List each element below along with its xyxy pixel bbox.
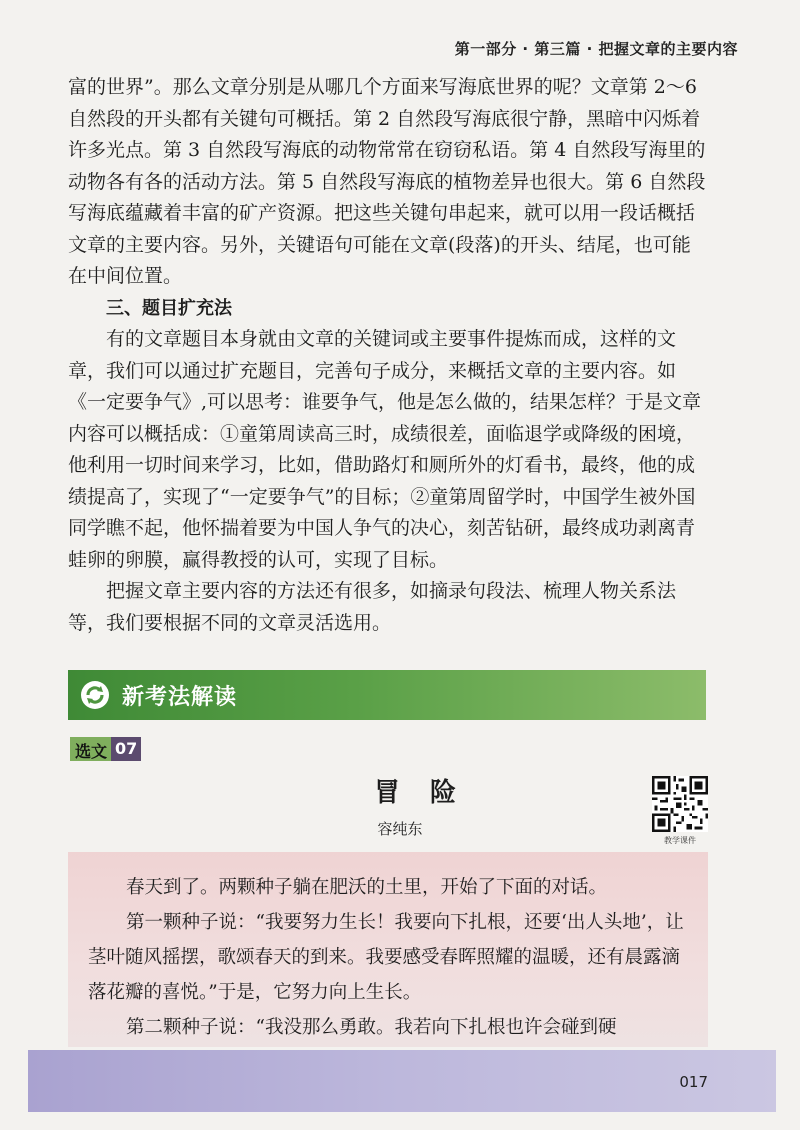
article-title: 冒险	[373, 778, 486, 808]
page-number: 017	[679, 1073, 708, 1091]
qr-code-icon[interactable]	[652, 776, 708, 832]
excerpt-paragraph: 第一颗种子说：“我要努力生长！我要向下扎根，还要‘出人头地’，让茎叶随风摇摆，歌颂春天的到来。我要感受春晖照耀的温暖，还有晨露滴落花瓣的喜悦。”于是，它努力向上生长。	[88, 912, 684, 1003]
excerpt-paragraph: 第二颗种子说：“我没那么勇敢。我若向下扎根也许会碰到硬	[126, 1017, 617, 1038]
excerpt-paragraph: 春天到了。两颗种子躺在肥沃的土里，开始了下面的对话。	[126, 877, 608, 898]
paragraph-2: 有的文章题目本身就由文章的关键词或主要事件提炼而成，这样的文章，我们可以通过扩充题目，完善句子成分，来概括文章的主要内容。如《一定要争气》,可以思考：谁要争气，他是怎么做的，结果怎样？于是文章内容可以概括成：①童第周读高三时，成绩很差，面临退学或降级的困境，他利用一切时间来学习，比如，借助路灯和厕所外的灯看书，最终，他的成绩提高了，实现了“一定要争气”的目标；②童第周留学时，中国学生被外国同学瞧不起，他怀揣着要为中国人争气的决心，刻苦钻研，最终成功剥离青蛙卵的卵膜，赢得教授的认可，实现了目标。	[68, 328, 702, 571]
paragraph-3: 把握文章主要内容的方法还有很多，如摘录句段法、梳理人物关系法等，我们要根据不同的文章灵活选用。	[68, 580, 677, 634]
article-author: 容纯东	[377, 820, 423, 838]
footer-band	[28, 1050, 776, 1112]
selection-label	[70, 737, 141, 761]
selection-number: 07	[111, 737, 141, 761]
circular-arrows-icon	[80, 680, 110, 710]
subheading-title-expansion: 三、题目扩充法	[106, 297, 232, 319]
qr-caption: 教学课件	[664, 836, 696, 845]
article-excerpt	[88, 870, 696, 1045]
banner-title: 新考法解读	[122, 684, 238, 710]
qr-block	[650, 776, 710, 846]
running-header: 第一部分 · 第三篇 · 把握文章的主要内容	[454, 40, 738, 58]
selection-label-text: 选文	[70, 737, 111, 761]
section-banner	[68, 670, 706, 720]
body-text	[68, 72, 708, 639]
paragraph-1: 富的世界”。那么文章分别是从哪几个方面来写海底世界的呢？文章第 2～6 自然段的开头都有关键句可概括。第 2 自然段写海底很宁静，黑暗中闪烁着许多光点。第 3 自然段写海底的动物常常在窃窃私语。第 4 自然段写海里的动物各有各的活动方法。第 5 自然段写海底的植物差异也很大。第 6 自然段写海底蕴藏着丰富的矿产资源。把这些关键句串起来，就可以用一段话概括文章的主要内容。另外，关键语句可能在文章(段落)的开头、结尾，也可能在中间位置。	[68, 76, 706, 287]
